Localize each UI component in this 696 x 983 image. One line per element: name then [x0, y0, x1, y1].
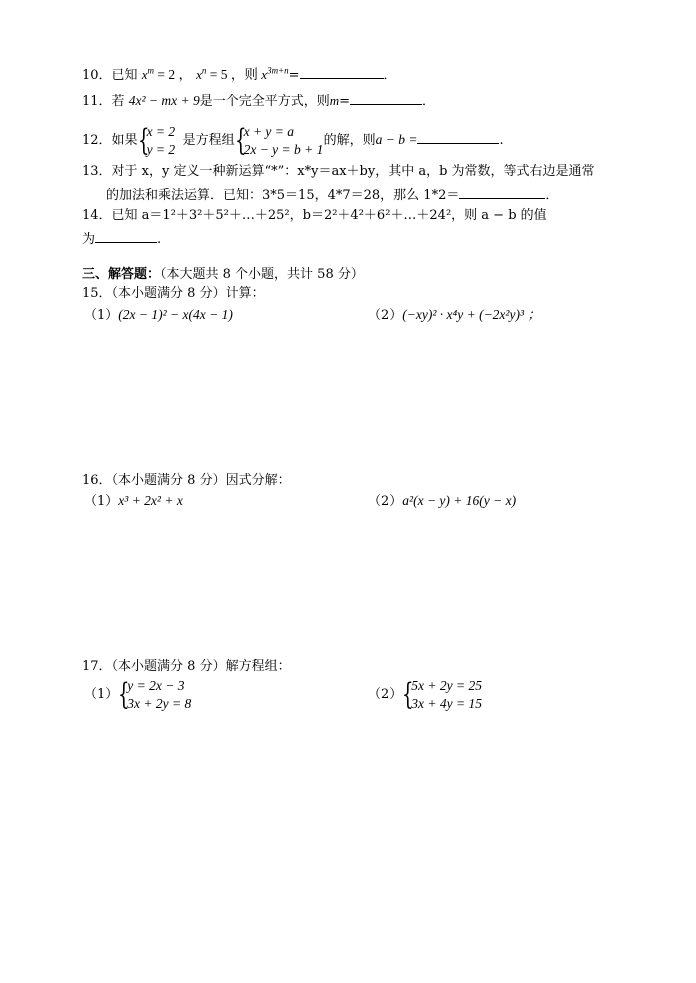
question-13: 13．对于 x，y 定义一种新运算“*”：x*y＝ax＋by，其中 a，b 为常数，等式右边是通常 — [82, 164, 595, 179]
question-12: 12．如果 { x = 2 y = 2 是方程组 { x + y = a 2x − y = b + 1 的解，则a − b = . — [82, 120, 504, 160]
question-13-line2: 的加法和乘法运算．已知：3*5＝15，4*7＝28，那么 1*2＝ ． — [106, 188, 559, 203]
left-brace: { — [234, 122, 247, 158]
question-17-part-2: （2） { 5x + 2y = 25 3x + 4y = 15 — [368, 675, 511, 715]
answer-blank[interactable] — [459, 186, 545, 199]
question-number: 12． — [82, 133, 112, 148]
question-number: 13． — [82, 164, 112, 179]
equation-system: { 5x + 2y = 25 3x + 4y = 15 — [402, 677, 511, 713]
section-title: 三、解答题： — [82, 267, 161, 282]
equation-system-solution: { x = 2 y = 2 — [138, 123, 183, 159]
answer-blank[interactable] — [350, 92, 422, 105]
section-description: （本大题共 8 个小题，共计 58 分） — [160, 267, 364, 282]
answer-blank[interactable] — [417, 131, 499, 144]
question-16-part-2: （2）a²(x − y) + 16(y − x) — [368, 493, 517, 509]
equation-system: { y = 2x − 3 3x + 2y = 8 — [118, 677, 217, 713]
question-17-header: 17．（本小题满分 8 分）解方程组： — [82, 659, 291, 674]
question-16-header: 16．（本小题满分 8 分）因式分解： — [82, 473, 291, 488]
question-15-part-1: （1）(2x − 1)² − x(4x − 1) — [84, 307, 233, 323]
question-15-part-2: （2）(−xy)² · x⁴y + (−2x²y)³ ； — [368, 307, 541, 323]
left-brace: { — [137, 122, 150, 158]
question-11: 11．若 4x² − mx + 9是一个完全平方式，则m= ． — [82, 93, 436, 109]
question-14: 14．已知 a＝1²＋3²＋5²＋…＋25²，b＝2²＋4²＋6²＋…＋24²，则 a − b 的值 — [82, 208, 547, 223]
question-14-line2: 为 . — [82, 232, 162, 247]
question-15-header: 15．（本小题满分 8 分）计算： — [82, 286, 265, 301]
question-number: 11． — [82, 94, 112, 109]
answer-blank[interactable] — [300, 66, 384, 79]
equation-system: { x + y = a 2x − y = b + 1 — [235, 123, 324, 159]
answer-blank[interactable] — [95, 230, 157, 243]
question-number: 10． — [82, 68, 112, 83]
left-brace: { — [118, 676, 130, 712]
section-heading — [82, 266, 364, 284]
question-10: 10．已知 $x^m = 2$ ， $x^n = 5$ ，则 $x^{3m+n}=$ ． — [82, 65, 397, 83]
question-16-part-1: （1）x³ + 2x² + x — [84, 493, 183, 509]
left-brace: { — [402, 676, 414, 712]
question-number: 14． — [82, 208, 112, 223]
question-17-part-1: （1） { y = 2x − 3 3x + 2y = 8 — [84, 675, 217, 715]
